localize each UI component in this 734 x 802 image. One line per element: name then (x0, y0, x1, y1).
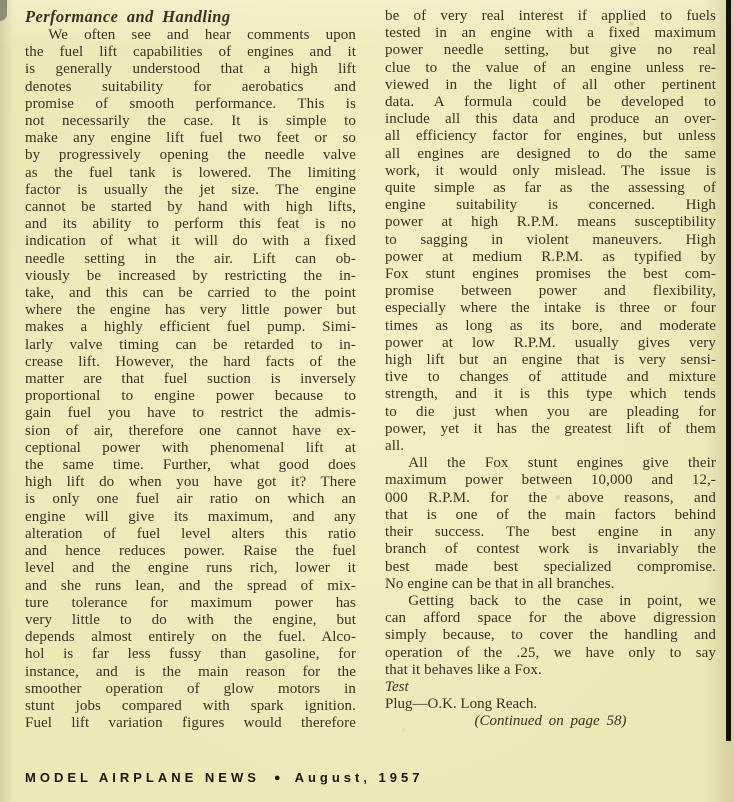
text-line: operation of the .25, we have only to say (385, 644, 716, 661)
left-column (25, 8, 356, 732)
text-line: hol is far less fussy than gasoline, for (25, 646, 356, 663)
text-line: engine suitability is concerned. High (385, 197, 716, 214)
text-line: proportional to engine power because to (25, 388, 356, 405)
text-line: sion of air, therefore one cannot have ex- (25, 422, 356, 439)
magazine-title: MODEL AIRPLANE NEWS (25, 770, 260, 785)
text-line: work, it would only mislead. The issue is (385, 162, 716, 179)
text-line: clue to the value of an engine unless re- (385, 59, 716, 76)
text-line: the fuel lift capabilities of engines and it (25, 44, 356, 61)
text-line: smoother operation of glow motors in (25, 680, 356, 697)
text-line: and its ability to perform this feat is no (25, 216, 356, 233)
text-line: promise of smooth performance. This is (25, 95, 356, 112)
text-line: all engines are designed to do the same (385, 145, 716, 162)
text-line: especially where the intake is three or four (385, 300, 716, 317)
text-line: ceptional power with phenomenal lift at (25, 439, 356, 456)
text-line: is generally understood that a high lift (25, 61, 356, 78)
text-line: We often see and hear comments upon (48, 27, 356, 43)
text-line: all efficiency factor for engines, but unless (385, 128, 716, 145)
text-line: and she runs lean, and the spread of mix- (25, 577, 356, 594)
text-line: where the engine has very little power but (25, 302, 356, 319)
text-line: that is one of the main factors behind (385, 506, 716, 523)
text-line: Getting back to the case in point, we (408, 592, 716, 609)
text-line: to die just when you are pleading for (385, 403, 716, 420)
text-line: gain fuel you have to restrict the admis- (25, 405, 356, 422)
text-line: high lift but an engine that is very sensi- (385, 352, 716, 369)
text-line: makes a highly efficient fuel pump. Simi- (25, 319, 356, 336)
text-line: all. (385, 438, 405, 455)
text-line: level and the engine runs rich, lower it (25, 560, 356, 577)
text-line: indication of what it will do with a fixed (25, 233, 356, 250)
continued-on-page-note: (Continued on page 58) (474, 713, 627, 730)
text-line: is only one fuel air ratio on which an (25, 491, 356, 508)
text-line: ture tolerance for maximum power has (25, 594, 356, 611)
right-column (385, 8, 716, 732)
text-line: promise between power and flexibility, (385, 283, 716, 300)
text-line: as the fuel tank is lowered. The limiting (25, 164, 356, 181)
scan-corner-artifact (0, 0, 7, 21)
paragraph-fox-engines (385, 455, 716, 593)
text-line: power at high R.P.M. means susceptibility (385, 214, 716, 231)
text-line: be of very real interest if applied to fuels (385, 8, 716, 24)
text-line: make any engine lift fuel two feet or so (25, 130, 356, 147)
text-line: engine will give its maximum, and any (25, 508, 356, 525)
text-line: quite simple as far as the assessing of (385, 180, 716, 197)
text-line: and hence reduces power. Raise the fuel (25, 543, 356, 560)
text-line: Fuel lift variation figures would therefore (25, 715, 356, 732)
paragraph-fuel-lift-continued (385, 8, 716, 455)
text-line: times as long as its bore, and moderate (385, 317, 716, 334)
text-line: maximum power between 10,000 and 12,- (385, 472, 716, 489)
text-line: stunt jobs compared with spark ignition. (25, 697, 356, 714)
text-line: alteration of fuel level alters this ratio (25, 525, 356, 542)
page-edge-line (726, 0, 731, 741)
text-line: data. A formula could be developed to (385, 94, 716, 111)
text-line: take, and this can be carried to the point (25, 285, 356, 302)
text-line: best made best specialized compromise. (385, 558, 716, 575)
text-line: simply because, to cover the handling and (385, 627, 716, 644)
test-label: Test (385, 678, 409, 695)
plug-line: Plug—O.K. Long Reach. (385, 696, 538, 713)
text-line: power at medium R.P.M. as typified by (385, 248, 716, 265)
text-line: power, yet it has the greatest lift of them (385, 420, 716, 437)
text-line: tive to changes of attitude and mixture (385, 369, 716, 386)
text-line: not necessarily the case. It is simple to (25, 113, 356, 130)
text-line: include all this data and produce an over- (385, 111, 716, 128)
text-line: very little to do with the engine, but (25, 611, 356, 628)
paragraph-fuel-lift (25, 27, 356, 732)
text-line: depends almost entirely on the fuel. Alco- (25, 629, 356, 646)
page-footer (25, 770, 423, 785)
text-line: Fox stunt engines promises the best com- (385, 266, 716, 283)
text-line: cannot be started by hand with high lifts, (25, 199, 356, 216)
text-line: can afford space for the above digression (385, 610, 716, 627)
text-line: their success. The best engine in any (385, 524, 716, 541)
issue-date: August, 1957 (294, 770, 424, 785)
text-line: needle setting in the air. Lift can ob- (25, 250, 356, 267)
text-line: to sagging in violent maneuvers. High (385, 231, 716, 248)
text-line: tested in an engine with a fixed maximum (385, 25, 716, 42)
article-body (25, 8, 716, 732)
text-line: factor is usually the jet size. The engine (25, 181, 356, 198)
text-line: by progressively opening the needle valve (25, 147, 356, 164)
text-line: viously be increased by restricting the in- (25, 267, 356, 284)
text-line: No engine can be that in all branches. (385, 575, 615, 592)
text-line: that it behaves like a Fox. (385, 661, 542, 678)
text-line: All the Fox stunt engines give their (408, 455, 716, 472)
text-line: power at low R.P.M. usually gives very (385, 334, 716, 351)
text-line: branch of contest work is invariably the (385, 541, 716, 558)
text-line: 000 R.P.M. for the above reasons, and (385, 489, 716, 506)
text-line: viewed in the light of all other pertinent (385, 76, 716, 93)
text-line: the same time. Further, what good does (25, 457, 356, 474)
text-line: denotes suitability for aerobatics and (25, 78, 356, 95)
text-line: instance, and is the main reason for the (25, 663, 356, 680)
text-line: power needle setting, but give no real (385, 42, 716, 59)
paragraph-getting-back (385, 593, 716, 679)
article-section-heading: Performance and Handling (25, 7, 231, 26)
text-line: matter are that fuel suction is inversely (25, 371, 356, 388)
text-line: strength, and it is this type which tends (385, 386, 716, 403)
bullet-separator-icon: ● (273, 771, 281, 784)
text-line: crease lift. However, the hard facts of the (25, 353, 356, 370)
text-line: larly valve timing can be retarded to in- (25, 336, 356, 353)
text-line: high lift do when you have got it? There (25, 474, 356, 491)
